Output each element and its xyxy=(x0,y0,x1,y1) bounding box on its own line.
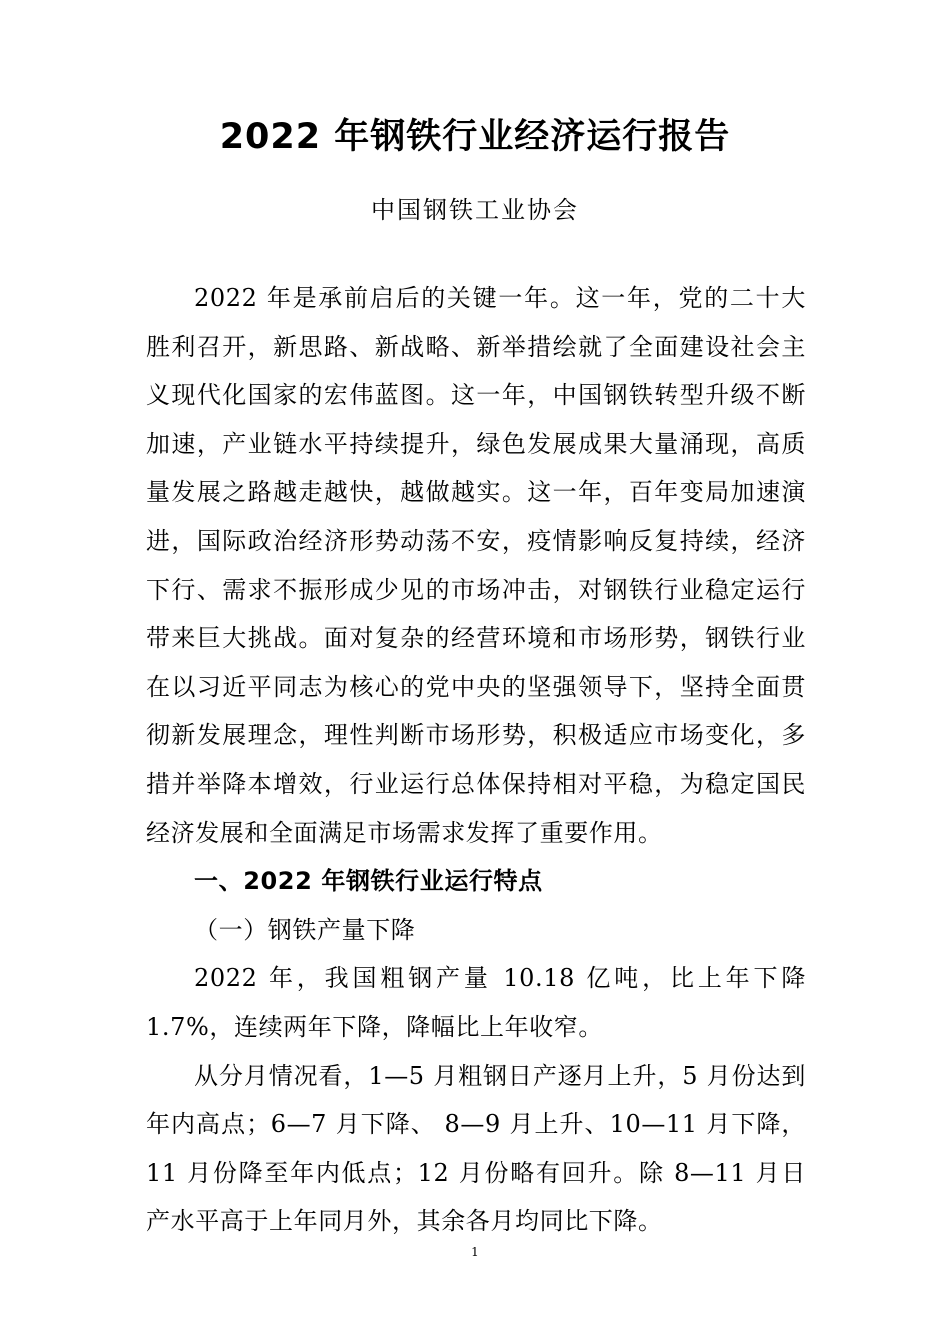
document-body xyxy=(146,274,806,1246)
document-author: 中国钢铁工业协会 xyxy=(371,196,579,224)
document-title: 2022 年钢铁行业经济运行报告 xyxy=(219,117,731,157)
intro-paragraph: 2022 年是承前启后的关键一年。这一年，党的二十大胜利召开，新思路、新战略、新举措绘就了全面建设社会主义现代化国家的宏伟蓝图。这一年，中国钢铁转型升级不断加速，产业链水平持续提升，绿色发展成果大量涌现，高质量发展之路越走越快，越做越实。这一年，百年变局加速演进，国际政治经济形势动荡不安，疫情影响反复持续，经济下行、需求不振形成少见的市场冲击，对钢铁行业稳定运行带来巨大挑战。面对复杂的经营环境和市场形势，钢铁行业在以习近平同志为核心的党中央的坚强领导下，坚持全面贯彻新发展理念，理性判断市场形势，积极适应市场变化，多措并举降本增效，行业运行总体保持相对平稳，为稳定国民经济发展和全面满足市场需求发挥了重要作用。 xyxy=(146,284,806,847)
body-paragraph: 从分月情况看，1—5 月粗钢日产逐月上升，5 月份达到年内高点；6—7 月下降、 8—9 月上升、10—11 月下降，11 月份降至年内低点；12 月份略有回升。除 8—11 月日产水平高于上年同月外，其余各月均同比下降。 xyxy=(146,1061,806,1236)
subsection-heading: （一）钢铁产量下降 xyxy=(194,915,416,944)
body-paragraph: 2022 年，我国粗钢产量 10.18 亿吨，比上年下降 1.7%，连续两年下降，降幅比上年收窄。 xyxy=(146,964,806,1041)
section-heading: 一、2022 年钢铁行业运行特点 xyxy=(194,867,543,896)
page-number: 1 xyxy=(471,1245,479,1259)
